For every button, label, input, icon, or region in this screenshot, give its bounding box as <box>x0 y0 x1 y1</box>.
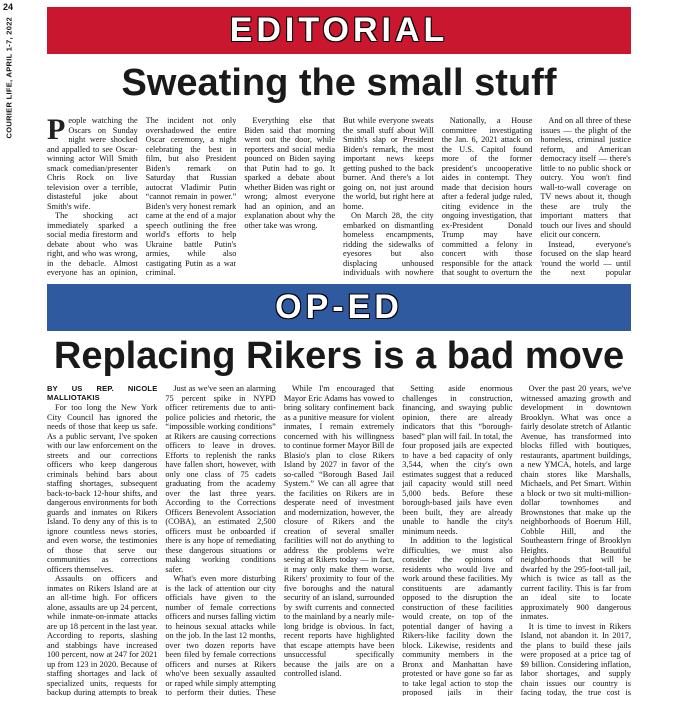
editorial-paragraph: But while everyone sweats the small stuff about Will Smith's slap or President Biden's remark, the most important news keeps getting pushed to the back burner. And there's a lot going on, not just around the world, but right here at home. <box>343 116 434 211</box>
editorial-banner-text: EDITORIAL <box>229 11 449 49</box>
oped-column-3 <box>284 384 394 696</box>
oped-column-4 <box>402 384 512 696</box>
editorial-body <box>47 116 631 278</box>
oped-column-2 <box>165 384 275 696</box>
oped-paragraph: It is time to invest in Rikers Island, not abandon it. In 2017, the plans to build these jails were proposed at a price tag of $9 billion. Considering inflation, labor shortages, and supply chain issues our country is facing today, the true cost is <box>520 621 632 696</box>
editorial-headline: Sweating the small stuff <box>121 62 557 104</box>
oped-paragraph: In addition to the logistical difficulties, we must also consider the opinions of residents who would live and work around these facilities. My constituents are adamantly opposed to the disruption the construction of these facilities would create, on top of the potential danger of having a Rikers-like facility down the block. Likewise, residents and community members in the Bronx and Manhattan have protested or have gone so far as to take legal action to stop the proposed jails in their <box>402 536 513 696</box>
editorial-paragraph: The incident not only overshadowed the entire Oscar ceremony, a night celebrating the best in film, but also President Biden's remark on Saturday that Russian autocrat Vladimir Putin “cannot remain in power.” Biden's very honest remark came at the end of a major speech outlining the free world's efforts to help Ukraine battle Putin's armies, while also castigating Putin as a war criminal. <box>145 116 237 277</box>
editorial-paragraph: And on all three of these issues — the plight of the homeless, criminal justice reform, and American democracy itself — there's little to no public shock or outcry. You won't find wall-to-wall coverage on TV news about it, though these are truly the important matters that touch our lives and should elicit our concern. <box>540 116 632 239</box>
oped-column-1 <box>47 384 157 696</box>
oped-paragraph: Setting aside enormous challenges in construction, financing, and swaying public opinion, there are already indicators that this “borough-based” plan will fail. In total, the four proposed jails are expected to have a bed capacity of only 3,544, when the city's own estimates suggest that a reduced jail capacity would still need 5,000 beds. Before these borough-based jails have even been built, they are already unable to handle the city's minimum needs. <box>402 384 513 536</box>
page-number: 24 <box>3 2 14 12</box>
oped-paragraph: Assaults on officers and inmates on Rikers Island are at an all-time high. For officers alone, assaults are up 24 percent, while inmate-on-inmate attacks are up 18 percent in the last year. According to reports, slashing and stabbings have increased 100 percent, now at 247 for 2021 up from 123 in 2020. Because of staffing shortages and lack of specialized units, requests for backup during attempts to break <box>47 574 158 696</box>
oped-banner <box>47 284 631 331</box>
editorial-paragraph: Nationally, a House committee investigating the Jan. 6, 2021 attack on the U.S. Capitol found more of the former president's uncooperative aides in contempt. They made that decision hours after a federal judge ruled, citing evidence in the ongoing investigation, that ex-President Donald Trump may have committed a felony in concert with those responsible for the attack that sought to overturn the <box>441 116 533 277</box>
editorial-paragraph: Everything else that Biden said that morning went out the door, while reporters and social media pounced on Biden saying that Putin had to go. It sparked a debate about whether Biden was right or wrong; almost everyone had an opinion, and an explanation about why the other take was wrong. <box>244 116 336 230</box>
oped-paragraph: Over the past 20 years, we've witnessed amazing growth and development in downtown Brooklyn. What was once a fairly desolate stretch of Atlantic Avenue, has transformed into blocks filled with boutiques, restaurants, apartment buildings, a new YMCA, hotels, and large chain stores like Marshalls, Michaels, and Pet Smart. Within a block or two sit multi-million-dollar townhomes and Brownstones that make up the neighborhoods of Boerum Hill, Cobble Hill, and the Southeastern fringe of Brooklyn Heights. Beautiful neighborhoods that will be dwarfed by the 295-foot-tall jail, which is twice as tall as the current facility. This is far from an ideal site to locate approximately 900 dangerous inmates. <box>520 384 632 621</box>
oped-body <box>47 384 631 696</box>
editorial-paragraph <box>47 116 138 211</box>
oped-paragraph: What's even more disturbing is the lack of attention our city officials have given to the number of female corrections officers and nurses falling victim to heinous sexual attacks while on the job. In the last 12 months, over two dozen reports have been filed by female corrections officers and nurses at Rikers who've been sexually assaulted or raped while simply attempting to perform their duties. These <box>165 574 276 696</box>
oped-headline: Replacing Rikers is a bad move <box>53 335 625 377</box>
oped-byline: BY US REP. NICOLE MALLIOTAKIS <box>47 384 158 402</box>
editorial-column-1 <box>47 116 138 278</box>
oped-column-5 <box>521 384 631 696</box>
editorial-paragraph: The shocking act immediately sparked a social media firestorm and debate about who was right, and who was wrong, in the debacle. Almost everyone has an opinion, <box>47 211 138 277</box>
oped-banner-text: OP-ED <box>275 288 403 326</box>
editorial-dropcap: P <box>47 116 66 146</box>
editorial-paragraph-text: eople watching the Oscars on Sunday night were shocked and appalled to see Oscar-winning actor Will Smith smack comedian/presenter Chris Rock on live television over a terrible, distasteful joke about Smith's wife. <box>47 116 138 211</box>
oped-paragraph: Just as we've seen an alarming 75 percent spike in NYPD officer retirements due to anti-police policies and rhetoric, the “impossible working conditions” at Rikers are causing corrections officers to leave in droves. Efforts to replenish the ranks have fallen short, however, with only one class of 75 cadets graduating from the academy over the last three years. According to the Corrections Officers Benevolent Association (COBA), an estimated 2,500 officers must be onboarded if there is any hope of remediating these dangerous situations or making working conditions safer. <box>165 384 276 574</box>
editorial-column-2 <box>146 116 237 278</box>
editorial-banner <box>47 7 631 54</box>
editorial-column-5 <box>442 116 533 278</box>
editorial-column-4 <box>343 116 434 278</box>
oped-paragraph: While I'm encouraged that Mayor Eric Adams has vowed to bring solitary confinement back as a punitive measure for violent inmates, I remain extremely concerned with his willingness to continue former Mayor Bill de Blasio's plan to close Rikers Island by 2027 in favor of the so-called “Borough Based Jail System.” We can all agree that the facilities on Rikers are in desperate need of investment and modernization, however, the closure of Rikers and the creation of several smaller facilities will not do anything to address the problems we're seeing at Rikers today — in fact, it may only make them worse. Rikers' proximity to four of the five boroughs and the natural security of an island, surrounded by swift currents and connected to the mainland by a nearly mile-long bridge is obvious. In fact, recent reports have highlighted that escape attempts have been unsuccessful specifically because the jails are on a controlled island. <box>283 384 395 678</box>
editorial-column-6 <box>540 116 631 278</box>
editorial-paragraph: On March 28, the city embarked on dismantling homeless encampments, ridding the sidewalks of eyesores but also displacing unhoused individuals with nowhere <box>343 211 434 277</box>
oped-paragraph: For too long the New York City Council has ignored the needs of those that keep us safe. As a public servant, I've spoken with our law enforcement on the streets and our corrections officers who keep dangerous criminals behind bars about staffing shortages, subsequent back-to-back 12-hour shifts, and dangerous environments for both guards and inmates on Rikers Island. To deny any of this is to ignore countless news stories, and even worse, the testimonies of those that serve our communities as corrections officers themselves. <box>47 403 158 574</box>
spine-text: COURIER LIFE, APRIL 1-7, 2022 <box>4 16 14 139</box>
editorial-column-3 <box>244 116 335 278</box>
spine-label <box>1 16 14 142</box>
editorial-paragraph: Instead, everyone's focused on the slap heard 'round the world — until the next popular <box>540 239 632 277</box>
